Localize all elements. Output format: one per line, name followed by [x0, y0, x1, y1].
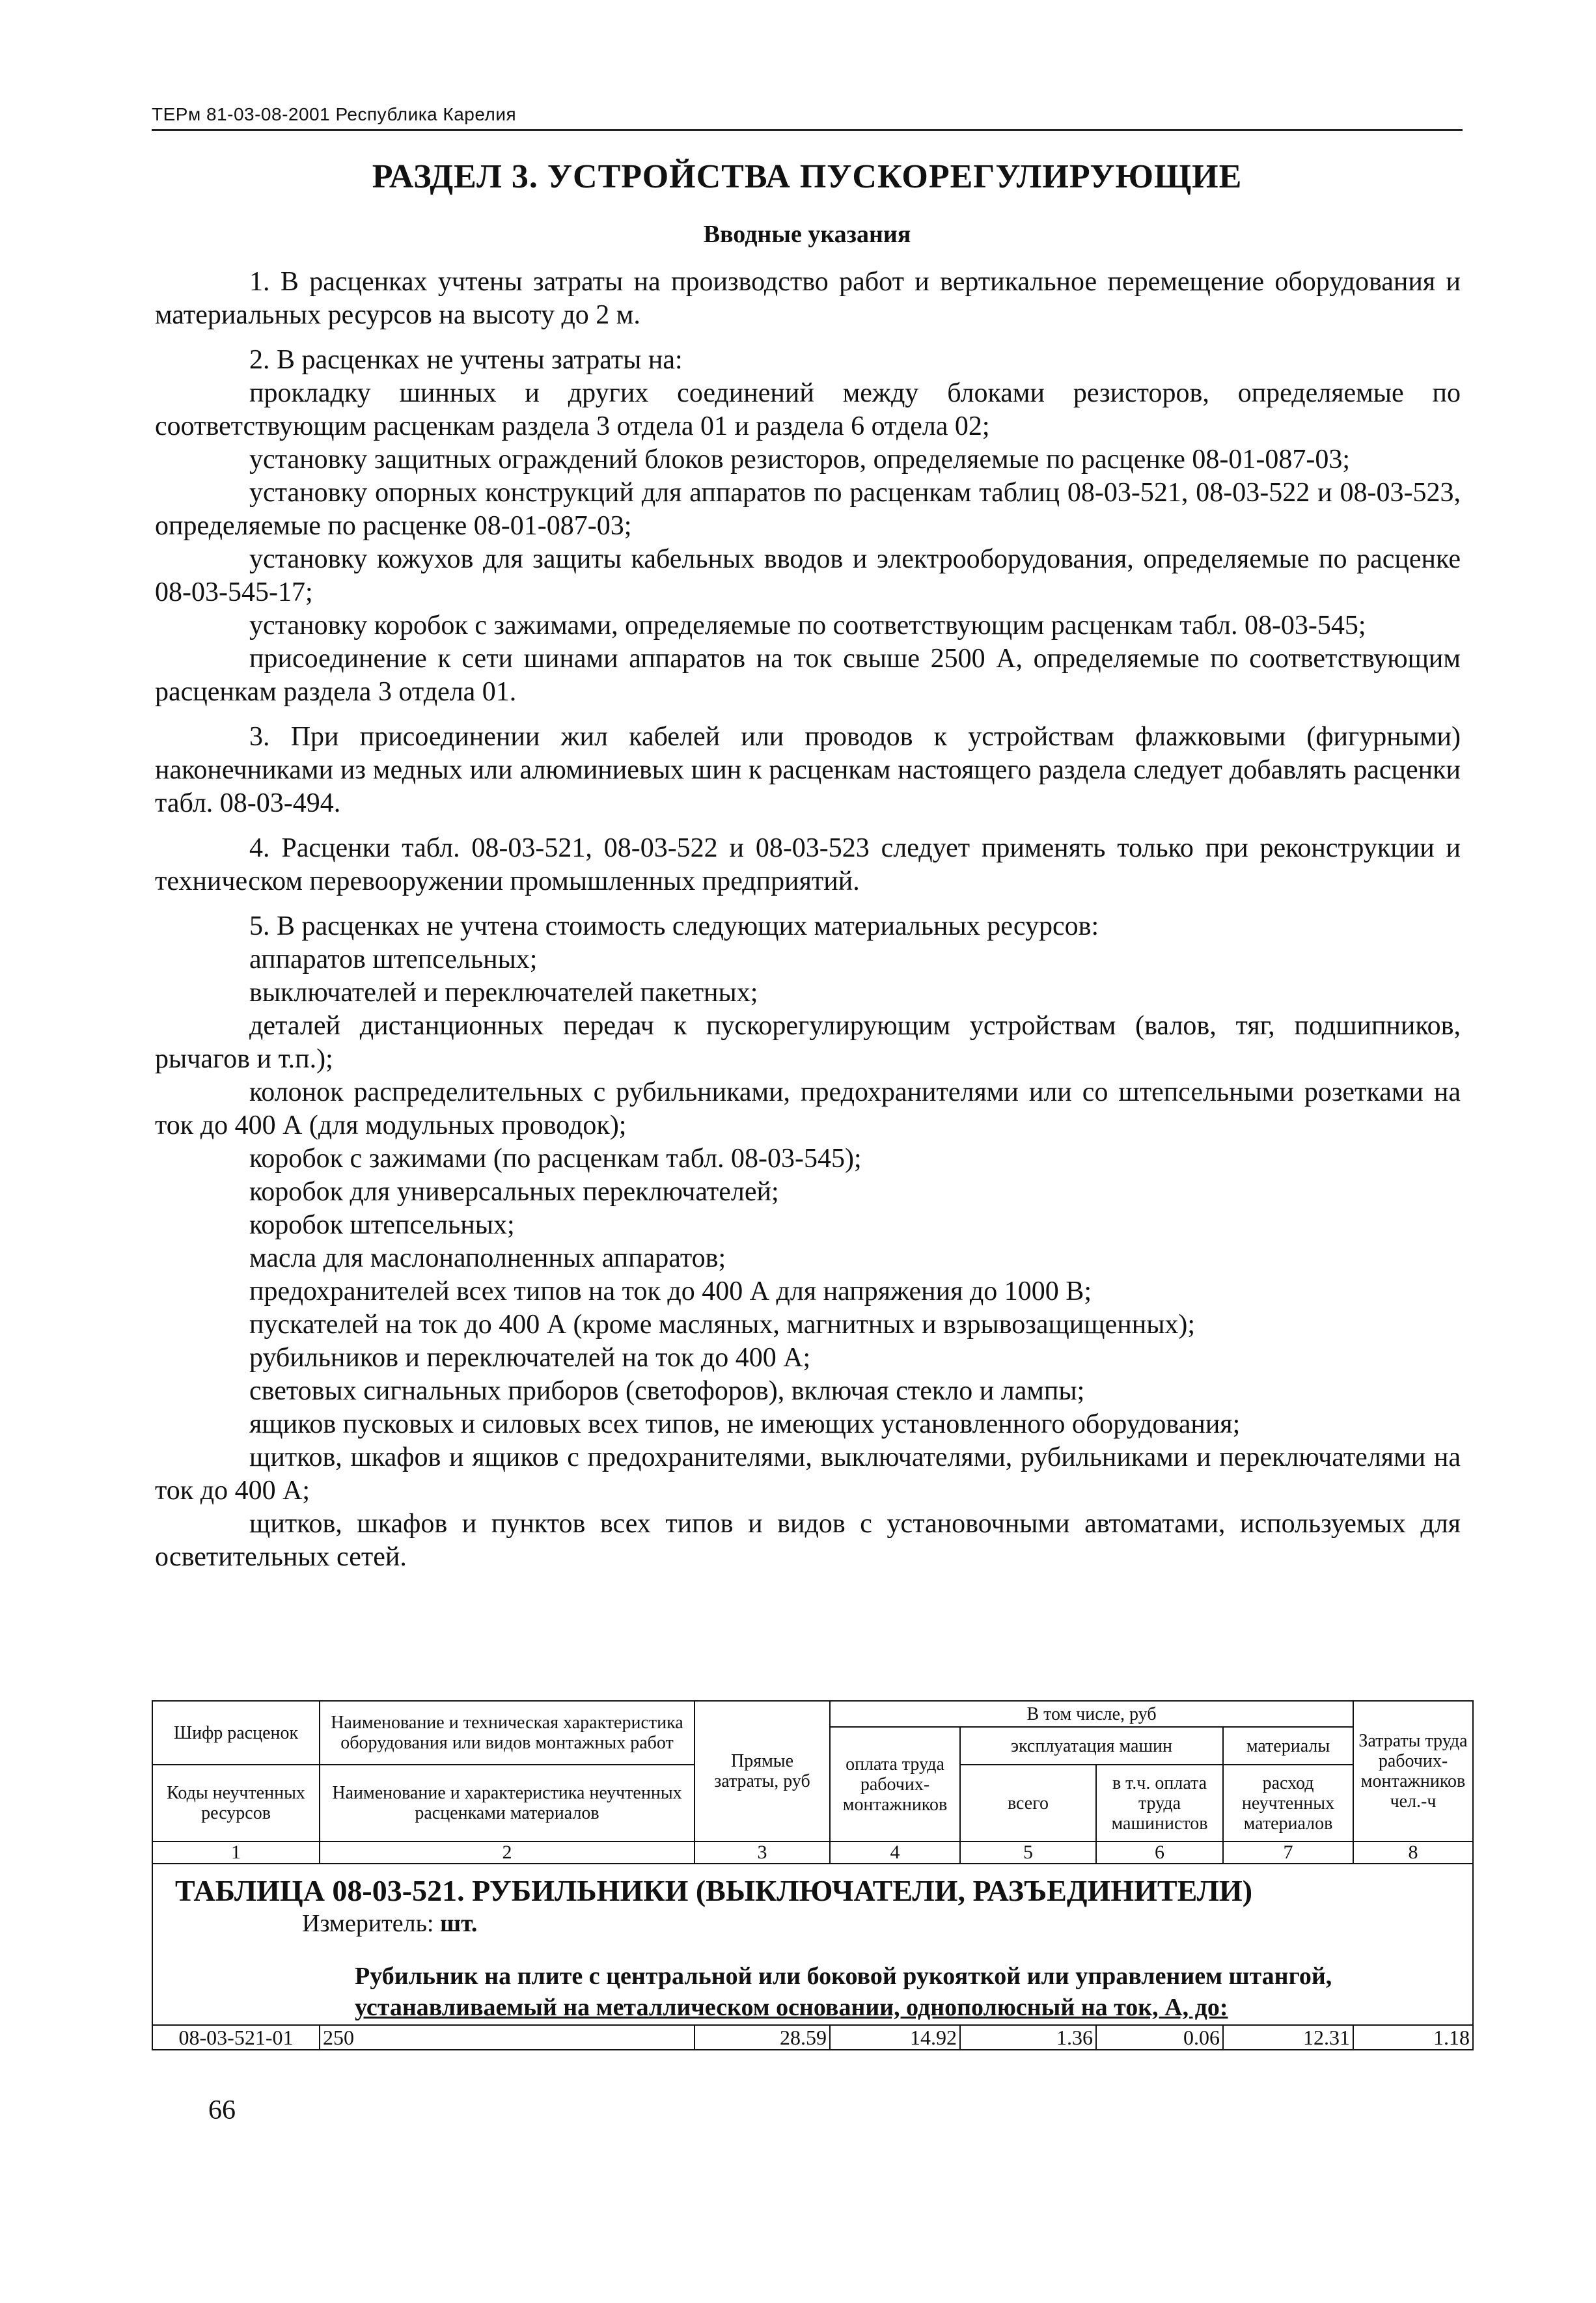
column-number: 5 [960, 1841, 1096, 1864]
note-2-item: установку кожухов для защиты кабельных вводов и электрооборудования, определяемые по расценке 08-03-545-17; [155, 544, 1461, 607]
table-row [152, 2025, 1473, 2050]
note-5-item: аппаратов штепсельных; [249, 945, 538, 974]
cell-direct: 28.59 [695, 2025, 830, 2050]
header-labor-costs: Затраты труда рабочих-монтажников чел.-ч [1353, 1701, 1473, 1841]
running-header [152, 104, 1463, 131]
page-number: 66 [208, 2095, 236, 2125]
cell-machines: 1.36 [960, 2025, 1096, 2050]
note-5-item: предохранителей всех типов на ток до 400 А для напряжения до 1000 В; [249, 1276, 1092, 1306]
note-4: 4. Расценки табл. 08-03-521, 08-03-522 и 08-03-523 следует применять только при реконструкции и техническом перевооружении промышленных предприятий. [155, 833, 1461, 896]
introductory-notes [155, 266, 1461, 1574]
section-title: РАЗДЕЛ 3. УСТРОЙСТВА ПУСКОРЕГУЛИРУЮЩИЕ [372, 158, 1243, 195]
cell-labor: 14.92 [830, 2025, 960, 2050]
unit-line [302, 1909, 1461, 1938]
column-number: 1 [152, 1841, 320, 1864]
note-5-item: щитков, шкафов и пунктов всех типов и видов с установочными автоматами, используемых для осветительных сетей. [155, 1509, 1461, 1572]
cell-machinists: 0.06 [1096, 2025, 1223, 2050]
note-2-item: присоединение к сети шинами аппаратов на ток свыше 2500 А, определяемые по соответствующим расценкам раздела 3 отдела 01. [155, 644, 1461, 707]
header-incl: В том числе, руб [830, 1701, 1353, 1727]
group-line-1: Рубильник на плите с центральной или боковой рукояткой или управлением штангой, [355, 1963, 1332, 1990]
note-5-item: деталей дистанционных передач к пускорегулирующим устройствам (валов, тяг, подшипников, рычагов и т.п.); [155, 1011, 1461, 1074]
note-5-item: масла для маслонаполненных аппаратов; [249, 1243, 726, 1273]
cell-code: 08-03-521-01 [152, 2025, 320, 2050]
note-5-item: коробок с зажимами (по расценкам табл. 08-03-545); [249, 1144, 862, 1174]
table-title: ТАБЛИЦА 08-03-521. РУБИЛЬНИКИ (ВЫКЛЮЧАТЕЛИ, РАЗЪЕДИНИТЕЛИ) [175, 1874, 1253, 1907]
unit-label: Измеритель: [302, 1910, 434, 1937]
header-code: Шифр расценок [152, 1701, 320, 1765]
note-5-item: щитков, шкафов и ящиков с предохранителями, выключателями, рубильниками и переключателями на ток до 400 А; [155, 1442, 1461, 1506]
header-direct-costs: Прямые затраты, руб [695, 1701, 830, 1841]
header-machinists-pay: в т.ч. оплата труда машинистов [1096, 1765, 1223, 1841]
header-labor-pay: оплата труда рабочих-монтажников [830, 1727, 960, 1841]
note-5-item: коробок для универсальных переключателей; [249, 1177, 779, 1207]
column-number: 4 [830, 1841, 960, 1864]
note-2-item: установку опорных конструкций для аппаратов по расценкам таблиц 08-03-521, 08-03-522 и 08-03-523, определяемые по расценке 08-01-087-03; [155, 478, 1461, 541]
note-1: 1. В расценках учтены затраты на производство работ и вертикальное перемещение оборудования и материальных ресурсов на высоту до 2 м. [155, 267, 1461, 330]
note-2: 2. В расценках не учтены затраты на: [249, 345, 683, 375]
note-5: 5. В расценках не учтена стоимость следующих материальных ресурсов: [249, 911, 1099, 941]
cell-materials: 12.31 [1223, 2025, 1353, 2050]
note-5-item: ящиков пусковых и силовых всех типов, не имеющих установленного оборудования; [249, 1409, 1241, 1439]
note-2-item: установку защитных ограждений блоков резисторов, определяемые по расценке 08-01-087-03; [249, 445, 1350, 475]
note-5-item: выключателей и переключателей пакетных; [249, 978, 758, 1008]
column-number: 7 [1223, 1841, 1353, 1864]
note-2-item: прокладку шинных и других соединений между блоками резисторов, определяемые по соответствующим расценкам раздела 3 отдела 01 и раздела 6 отдела 02; [155, 378, 1461, 441]
note-5-item: пускателей на ток до 400 А (кроме масляных, магнитных и взрывозащищенных); [249, 1310, 1196, 1340]
note-5-item: рубильников и переключателей на ток до 400 А; [249, 1343, 811, 1373]
column-number: 8 [1353, 1841, 1473, 1864]
note-3: 3. При присоединении жил кабелей или проводов к устройствам флажковыми (фигурными) наконечниками из медных или алюминиевых шин к расценкам настоящего раздела следует добавлять расценки табл. 08-03-494. [155, 722, 1461, 818]
column-number: 6 [1096, 1841, 1223, 1864]
cell-labor-hours: 1.18 [1353, 2025, 1473, 2050]
note-2-item: установку коробок с зажимами, определяемые по соответствующим расценкам табл. 08-03-545; [249, 611, 1366, 641]
header-unaccounted-names: Наименование и характеристика неучтенных расценками материалов [320, 1765, 695, 1841]
group-heading [152, 1942, 1473, 2025]
header-materials: материалы [1223, 1727, 1353, 1765]
unit-value: шт. [440, 1910, 478, 1937]
header-materials-use: расход неучтенных материалов [1223, 1765, 1353, 1841]
group-line-2: устанавливаемый на металлическом основании, однополюсный на ток, А, до: [355, 1994, 1228, 2021]
header-machines: эксплуатация машин [960, 1727, 1223, 1765]
header-machines-total: всего [960, 1765, 1096, 1841]
note-5-item: колонок распределительных с рубильниками, предохранителями или со штепсельными розетками на ток до 400 А (для модульных проводок); [155, 1077, 1461, 1140]
intro-title: Вводные указания [703, 221, 911, 248]
header-unaccounted-codes: Коды неучтенных ресурсов [152, 1765, 320, 1841]
table-title-block [152, 1864, 1473, 1942]
rates-table [152, 1700, 1474, 2050]
header-name: Наименование и техническая характеристика оборудования или видов монтажных работ [320, 1701, 695, 1765]
running-header-text: ТЕРм 81-03-08-2001 Республика Карелия [152, 104, 517, 124]
note-5-item: световых сигнальных приборов (светофоров), включая стекло и лампы; [249, 1376, 1085, 1406]
note-5-item: коробок штепсельных; [249, 1210, 515, 1240]
cell-name: 250 [320, 2025, 695, 2050]
column-number: 2 [320, 1841, 695, 1864]
column-number: 3 [695, 1841, 830, 1864]
